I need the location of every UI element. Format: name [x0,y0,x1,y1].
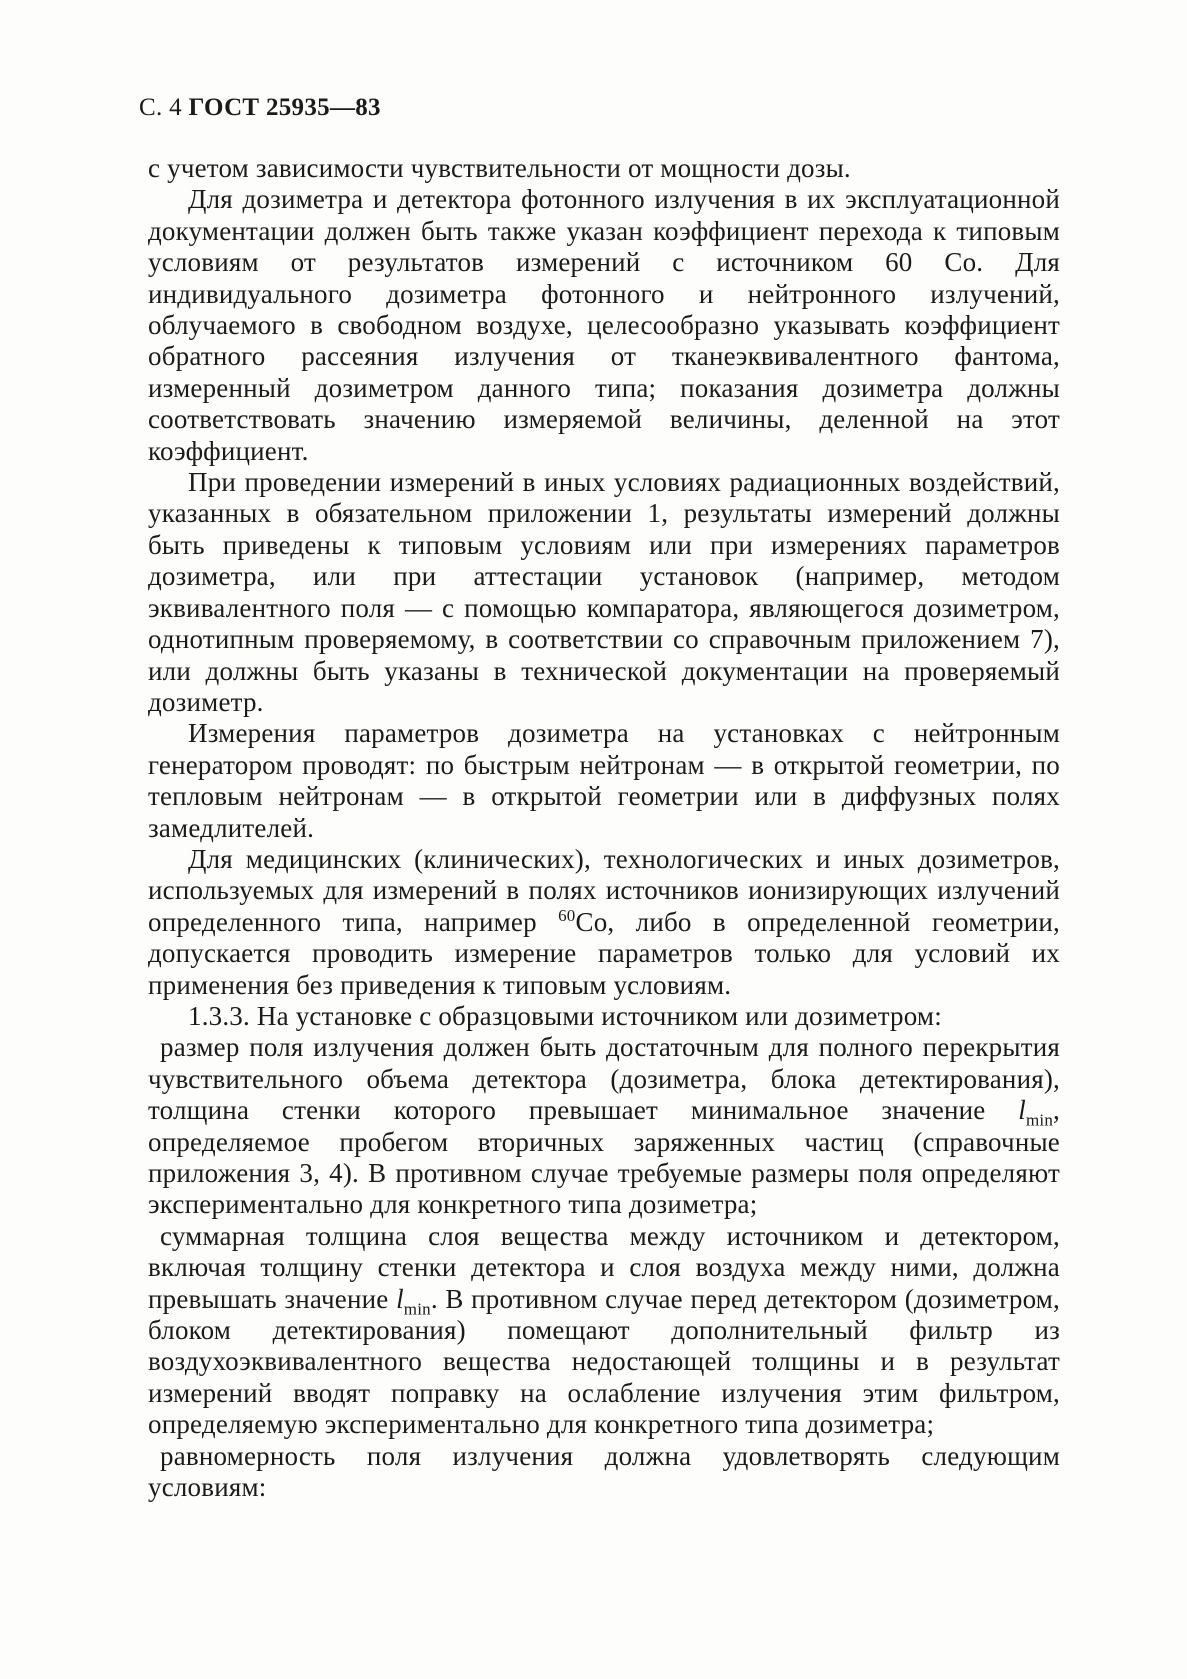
formula-variable: l [396,1283,404,1314]
page-header [139,94,381,122]
clause-1-3-3-heading: 1.3.3. На установке с образцовыми источником или дозиметром: [188,1000,942,1031]
page-label: С. 4 [139,94,182,121]
text-run: , определяемое пробегом вторичных заряженных частиц (справочные приложения 3, 4). В противном случае требуемые размеры поля определяют экспериментально для конкретного типа дозиметра; [148,1095,1060,1220]
text-run: суммарная толщина слоя вещества между источником и детектором, включая толщину стенки детектора и слоя воздуха между ними, должна превышать значение [148,1220,1060,1314]
paragraph-medical-dosimeters [148,844,1060,1001]
formula-subscript: min [1026,1110,1054,1130]
isotope-mass-number: 60 [558,905,576,925]
formula-subscript: min [403,1299,431,1319]
document-body [148,153,1060,1503]
clause-item-layer-thickness [148,1221,1060,1441]
formula-variable: l [1018,1095,1026,1126]
clause-item-field-uniformity: равномерность поля излучения должна удовлетворять следующим условиям: [148,1440,1060,1503]
paragraph-continuation: с учетом зависимости чувствительности от мощности дозы. [148,153,851,183]
paragraph-other-conditions: При проведении измерений в иных условиях радиационных воздействий, указанных в обязательном приложении 1, результаты измерений должны быть приведены к типовым условиям или при измерениях параметров дозиметра, или при аттестации установок (например, методом эквивалентного поля — с помощью компаратора, являющегося дозиметром, однотипным проверяемому, в соответствии со справочным приложением 7), или должны быть указаны в технической документации на проверяемый дозиметр. [148,467,1060,717]
paragraph-photon-coefficient: Для дозиметра и детектора фотонного излучения в их эксплуатационной документации должен быть также указан коэффициент перехода к типовым условиям от результатов измерений с источником 60 Co. Для индивидуального дозиметра фотонного и нейтронного излучений, облучаемого в свободном воздухе, целесообразно указывать коэффициент обратного рассеяния излучения от тканеэквивалентного фантома, измеренный дозиметром данного типа; показания дозиметра должны соответствовать значению измеряемой величины, деленной на этот коэффициент. [148,184,1060,466]
text-run: . В противном случае перед детектором (дозиметром, блоком детектирования) помещают дополнительный фильтр из воздухоэквивалентного вещества недостающей толщины и в результат измерений вводят поправку на ослабление излучения этим фильтром, определяемую экспериментально для конкретного типа дозиметра; [148,1283,1060,1440]
document-id: ГОСТ 25935—83 [188,94,381,121]
text-run: Co, либо в определенной геометрии, допускается проводить измерение параметров только для условий их применения без приведения к типовым условиям. [148,906,1060,1000]
text-run: размер поля излучения должен быть достаточным для полного перекрытия чувствительного объема детектора (дозиметра, блока детектирования), толщина стенки которого превышает минимальное значение [148,1032,1060,1126]
text-run: Для медицинских (клинических), технологических и иных дозиметров, используемых для измерений в полях источников ионизирующих излучений определенного типа, например [148,843,1060,937]
paragraph-neutron-generator: Измерения параметров дозиметра на установках с нейтронным генератором проводят: по быстрым нейтронам — в открытой геометрии, по тепловым нейтронам — в открытой геометрии или в диффузных полях замедлителей. [148,718,1060,843]
clause-item-field-size [148,1032,1060,1220]
